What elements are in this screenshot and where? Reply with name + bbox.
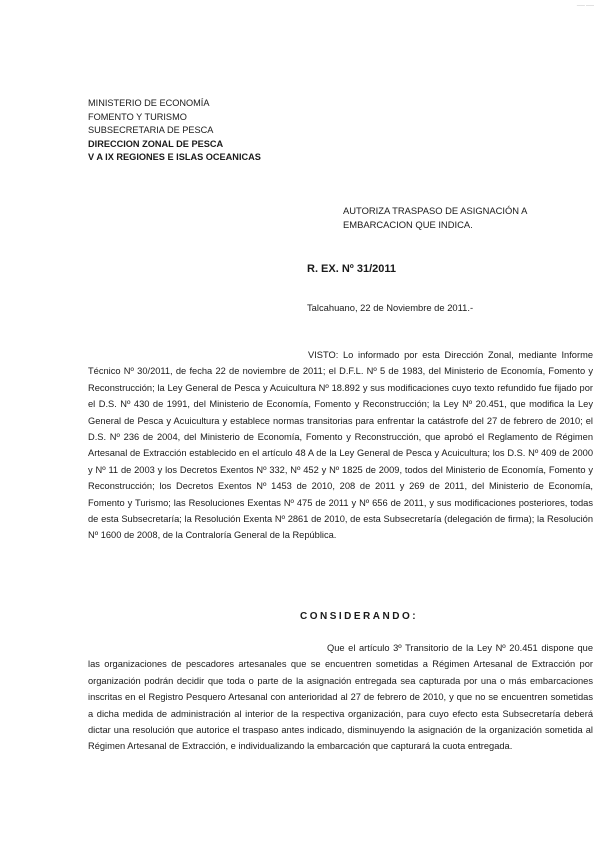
letterhead-line: FOMENTO Y TURISMO (88, 111, 187, 122)
corner-mark: —— —— (576, 2, 594, 7)
letterhead-line: V A IX REGIONES E ISLAS OCEANICAS (88, 152, 261, 162)
place-date: Talcahuano, 22 de Noviembre de 2011.- (307, 302, 474, 313)
letterhead-line: SUBSECRETARIA DE PESCA (88, 125, 214, 135)
resolution-number: R. EX. Nº 31/2011 (307, 263, 397, 275)
considerando-paragraph: Que el artículo 3º Transitorio de la Ley Nº 20.451 dispone que las organizaciones de pescadores artesanales que se encuentren sometidas a Régimen Artesanal de Extracción por organización podrán decidir que toda o parte de la asignación entregada sea capturada por una o más embarcaciones inscritas en el Registro Pesquero Artesanal con anterioridad al 27 de febrero de 2010, y que no se encuentren sometidas a dicha medida de administración al interior de la respectiva organización, para cuyo efecto esta Subsecretaría deberá dictar una resolución que autorice el traspaso antes indicado, disminuyendo la asignación de la organización sometida al Régimen Artesanal de Extracción, e individualizando la embarcación que capturará la cuota entregada. (88, 643, 593, 752)
subject-line: EMBARCACION QUE INDICA. (343, 219, 473, 230)
letterhead-line: DIRECCION ZONAL DE PESCA (88, 138, 224, 149)
visto-paragraph: VISTO: Lo informado por esta Dirección Zonal, mediante Informe Técnico Nº 30/2011, de fecha 22 de noviembre de 2011; el D.F.L. Nº 5 de 1983, del Ministerio de Economía, Fomento y Reconstrucción; la Ley General de Pesca y Acuicultura Nº 18.892 y sus modificaciones cuyo texto refundido fue fijado por el D.S. Nº 430 de 1991, del Ministerio de Economía, Fomento y Reconstrucción; la Ley Nº 20.451, que modifica la Ley General de Pesca y Acuicultura y establece normas transitorias para enfrentar la catástrofe del 27 de febrero de 2010; el D.S. Nº 236 de 2004, del Ministerio de Economía, Fomento y Reconstrucción, que aprobó el Reglamento de Régimen Artesanal de Extracción establecido en el artículo 48 A de la Ley General de Pesca y Acuicultura; los D.S. Nº 409 de 2000 y Nº 11 de 2003 y los Decretos Exentos Nº 332, Nº 452 y Nº 1825 de 2009, todos del Ministerio de Economía, Fomento y Reconstrucción; los Decretos Exentos Nº 1453 de 2010, 208 de 2011 y 269 de 2011, del Ministerio de Economía, Fomento y Turismo; las Resoluciones Exentas Nº 475 de 2011 y Nº 656 de 2011, y sus modificaciones posteriores, todas de esta Subsecretaría; la Resolución Exenta Nº 2861 de 2010, de esta Subsecretaría (delegación de firma); la Resolución Nº 1600 de 2008, de la Contraloría General de la República. (88, 350, 593, 541)
letterhead-line: MINISTERIO DE ECONOMÍA (88, 98, 210, 108)
subject-line: AUTORIZA TRASPASO DE ASIGNACIÓN A (343, 205, 528, 216)
letterhead (88, 97, 261, 165)
subject-block (343, 204, 527, 232)
considerando-heading: CONSIDERANDO: (300, 611, 419, 622)
